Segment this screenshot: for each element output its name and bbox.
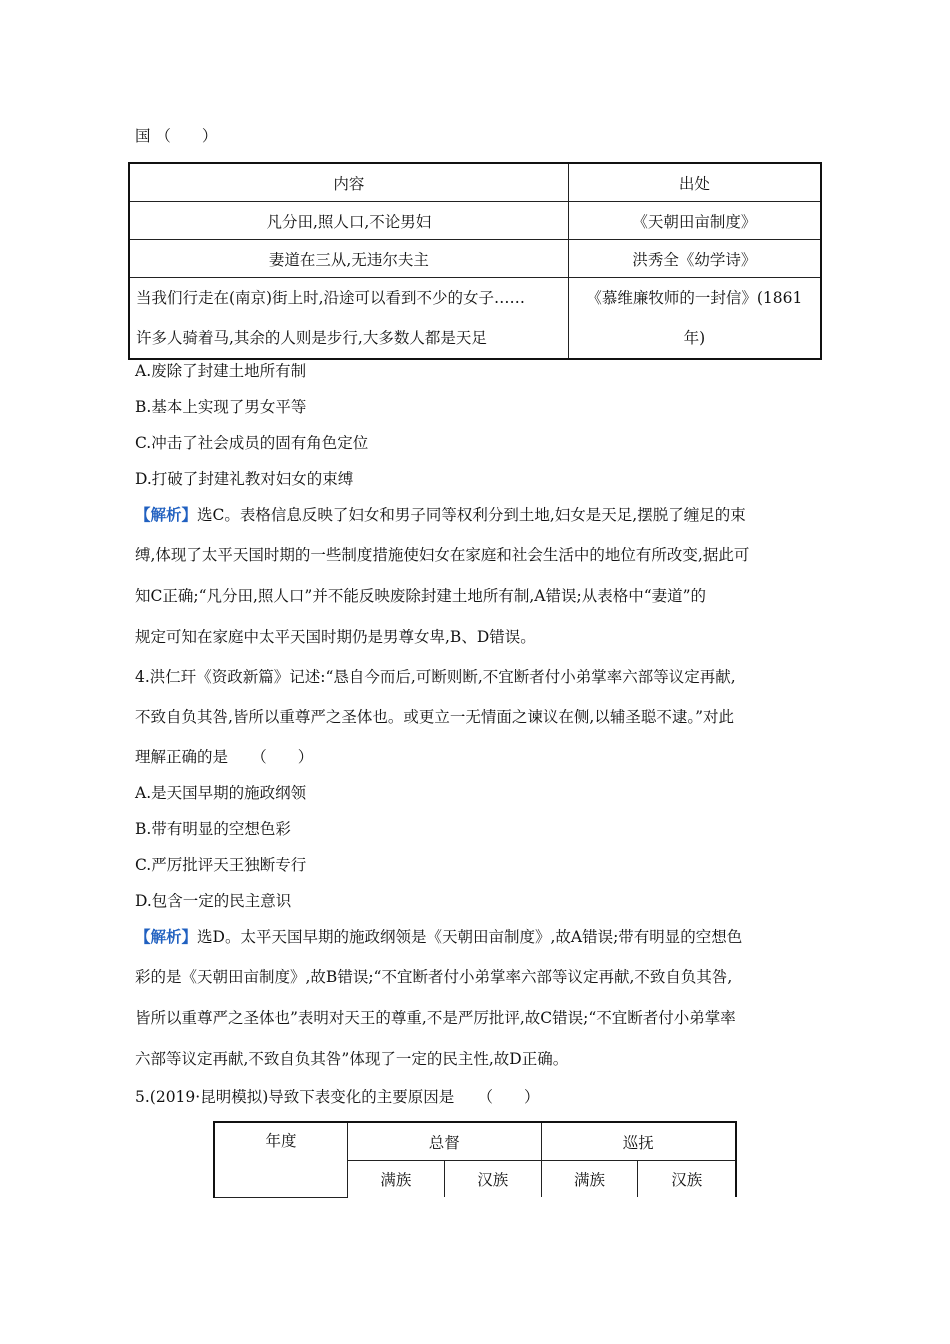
q3-table-cell-line: 许多人骑着马,其余的人则是步行,大多数人都是天足 <box>136 329 487 347</box>
q4-analysis-line: 【解析】选D。太平天国早期的施政纲领是《天朝田亩制度》,故A错误;带有明显的空想色 <box>135 927 743 946</box>
analysis-tag: 【解析】 <box>135 505 198 524</box>
q4-analysis-line: 皆所以重尊严之圣体也”表明对天王的尊重,不是严厉批评,故C错误;“不宜断者付小弟掌率 <box>135 1009 736 1027</box>
q5-table <box>213 1121 737 1198</box>
q5-sub-manchu: 满族 <box>348 1161 445 1198</box>
q3-option-c: C.冲击了社会成员的固有角色定位 <box>135 434 369 452</box>
q3-table-cell-line: 《慕维廉牧师的一封信》(1861 <box>586 289 803 307</box>
q3-table-cell-line: 年) <box>683 329 706 347</box>
q3-option-a: A.废除了封建土地所有制 <box>135 362 307 380</box>
q3-analysis-line: 知C正确;“凡分田,照人口”并不能反映废除封建土地所有制,A错误;从表格中“妻道”的 <box>135 587 707 605</box>
q5-sub-manchu: 满族 <box>541 1161 638 1198</box>
q5-col-governor-general: 总督 <box>348 1122 542 1161</box>
q4-option-c: C.严厉批评天王独断专行 <box>135 856 307 874</box>
q5-sub-han: 汉族 <box>638 1161 736 1198</box>
q4-analysis-line: 彩的是《天朝田亩制度》,故B错误;“不宜断者付小弟掌率六部等议定再献,不致自负其咎, <box>135 968 733 986</box>
q4-option-b: B.带有明显的空想色彩 <box>135 820 291 838</box>
q4-option-d: D.包含一定的民主意识 <box>135 892 292 910</box>
q4-option-a: A.是天国早期的施政纲领 <box>135 784 307 802</box>
q5-col-governor: 巡抚 <box>541 1122 736 1161</box>
q3-analysis-line: 规定可知在家庭中太平天国时期仍是男尊女卑,B、D错误。 <box>135 628 536 646</box>
q3-table-head-content: 内容 <box>129 163 568 202</box>
q3-stem-tail: 国 （ ） <box>135 127 218 145</box>
q5-col-year: 年度 <box>214 1122 348 1197</box>
q3-table-cell <box>568 278 821 360</box>
q3-table-cell: 《天朝田亩制度》 <box>568 202 821 240</box>
q4-stem-line: 4.洪仁玕《资政新篇》记述:“恳自今而后,可断则断,不宜断者付小弟掌率六部等议定再献, <box>135 668 736 686</box>
q3-table-cell: 洪秀全《幼学诗》 <box>568 240 821 278</box>
q3-table-head-source: 出处 <box>568 163 821 202</box>
q4-stem-line: 理解正确的是 （ ） <box>135 748 314 766</box>
q3-analysis-line: 【解析】选C。表格信息反映了妇女和男子同等权利分到土地,妇女是天足,摆脱了缠足的束 <box>135 505 746 524</box>
q3-table-cell: 凡分田,照人口,不论男妇 <box>129 202 568 240</box>
q3-analysis-line: 缚,体现了太平天国时期的一些制度措施使妇女在家庭和社会生活中的地位有所改变,据此可 <box>135 546 750 564</box>
q3-table-cell: 妻道在三从,无违尔夫主 <box>129 240 568 278</box>
analysis-tag: 【解析】 <box>135 927 198 946</box>
q3-option-d: D.打破了封建礼教对妇女的束缚 <box>135 470 354 488</box>
q3-table <box>128 162 822 360</box>
q5-stem: 5.(2019·昆明模拟)导致下表变化的主要原因是 （ ） <box>135 1088 540 1106</box>
q3-table-cell <box>129 278 568 360</box>
q4-stem-line: 不致自负其咎,皆所以重尊严之圣体也。或更立一无情面之谏议在侧,以辅圣聪不逮。”对此 <box>135 708 735 726</box>
q3-table-cell-line: 当我们行走在(南京)街上时,沿途可以看到不少的女子…… <box>136 289 526 307</box>
q3-option-b: B.基本上实现了男女平等 <box>135 398 307 416</box>
q4-analysis-line: 六部等议定再献,不致自负其咎”体现了一定的民主性,故D正确。 <box>135 1050 569 1068</box>
q5-sub-han: 汉族 <box>444 1161 541 1198</box>
